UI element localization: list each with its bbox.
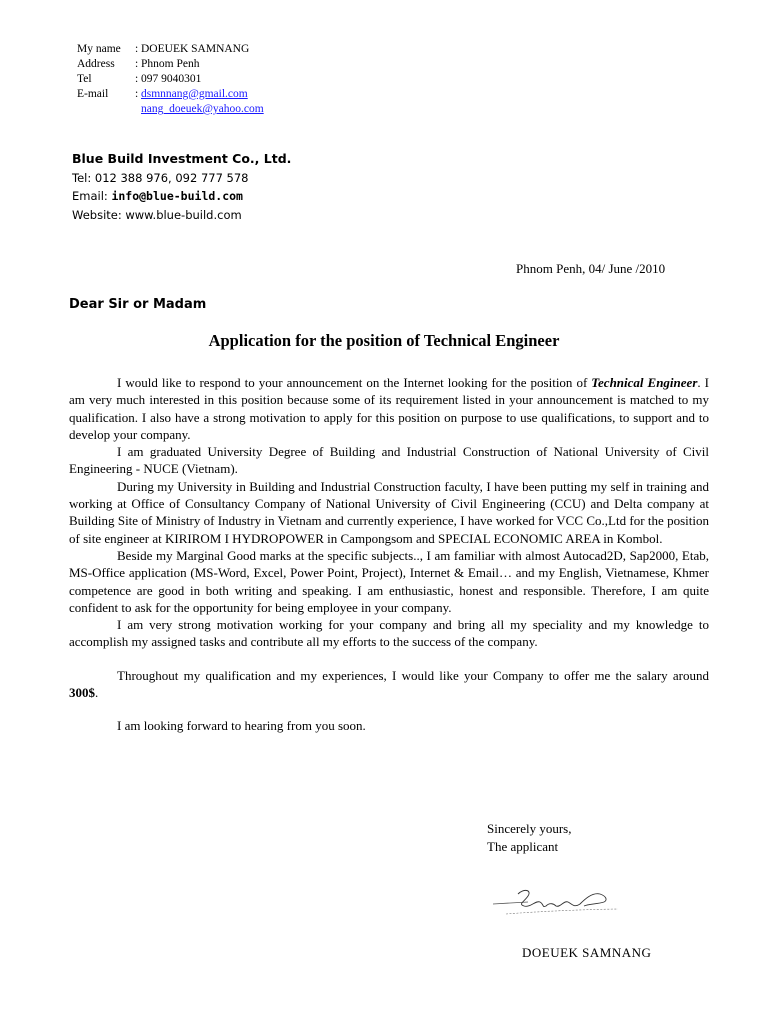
email-link-gmail[interactable]: dsmnnang@gmail.com (141, 88, 248, 100)
name-value: DOEUEK SAMNANG (141, 43, 250, 55)
company-tel: Tel: 012 388 976, 092 777 578 (72, 170, 249, 185)
paragraph-3: During my University in Building and Industrial Construction faculty, I have been putting my self in training and working at Office of Consultancy Company of National University of Civil Engineering (CCU) and Delta company at Building Site of Ministry of Industry in Vietnam and currently experience, I have worked for VCC Co.,Ltd for the position of site engineer at KIRIROM I HYDROPOWER in Campongsom and SPECIAL ECONOMIC AREA in Kombol. (69, 478, 709, 546)
salutation: Dear Sir or Madam (69, 297, 207, 312)
signer-name: DOEUEK SAMNANG (522, 945, 652, 960)
applicant-contact-block: My name : DOEUEK SAMNANG Address : Phnom Penh Tel : 097 9040301 E-mail : dsmnnang@gmail.com nang_doeuek@yahoo.com (77, 43, 264, 115)
address-value: Phnom Penh (141, 58, 200, 70)
company-email-label: Email: (72, 189, 108, 203)
letter-date: Phnom Penh, 04/ June /2010 (516, 261, 666, 276)
handwritten-signature (488, 882, 628, 922)
paragraph-2: I am graduated University Degree of Building and Industrial Construction of National University of Civil Engineering - NUCE (Vietnam). (69, 444, 709, 477)
closing-block (487, 820, 571, 856)
company-email-value: info@blue-build.com (111, 189, 243, 203)
name-label: My name (77, 43, 121, 55)
address-label: Address (77, 58, 115, 70)
company-block (72, 150, 291, 224)
email-link-yahoo[interactable]: nang_doeuek@yahoo.com (141, 103, 264, 115)
email-label: E-mail (77, 88, 109, 100)
paragraph-7: I am looking forward to hearing from you soon. (117, 718, 366, 734)
salary-amount: 300$ (69, 685, 95, 701)
closing-line-1: Sincerely yours, (487, 821, 572, 836)
paragraph-5: I am very strong motivation working for your company and bring all my speciality and my knowledge to accomplish my assigned tasks and contribute all my efforts to the success of the company. (69, 617, 709, 650)
paragraph-6: Throughout my qualification and my experiences, I would like your Company to offer me the salary around 300$. (69, 667, 709, 701)
paragraph-4: Beside my Marginal Good marks at the specific subjects.., I am familiar with almost Autocad2D, Sap2000, Etab, MS-Office application (MS-Word, Excel, Power Point, Project), Internet & Email… and my English, Vietnamese, Khmer competence are good in both writing and speaking. I am enthusiastic, honest and responsible. Therefore, I am quite confident to ask for the opportunity for being employee in your company. (69, 547, 709, 615)
company-name: Blue Build Investment Co., Ltd. (72, 151, 292, 166)
letter-body (69, 374, 709, 735)
tel-value: 097 9040301 (141, 73, 202, 85)
tel-label: Tel (77, 73, 92, 85)
closing-line-2: The applicant (487, 839, 559, 854)
company-email-row (72, 187, 291, 206)
letter-subject: Application for the position of Technical Engineer (208, 331, 560, 350)
company-website: Website: www.blue-build.com (72, 207, 242, 222)
position-emphasis: Technical Engineer (591, 375, 698, 390)
paragraph-1: I would like to respond to your announcement on the Internet looking for the position of Technical Engineer. I am very much interested in this position because some of its requirement listed in your announcement is matched to my qualification. I also have a strong motivation to apply for this position on purpose to use qualifications, to support and to develop your company. (69, 375, 709, 442)
